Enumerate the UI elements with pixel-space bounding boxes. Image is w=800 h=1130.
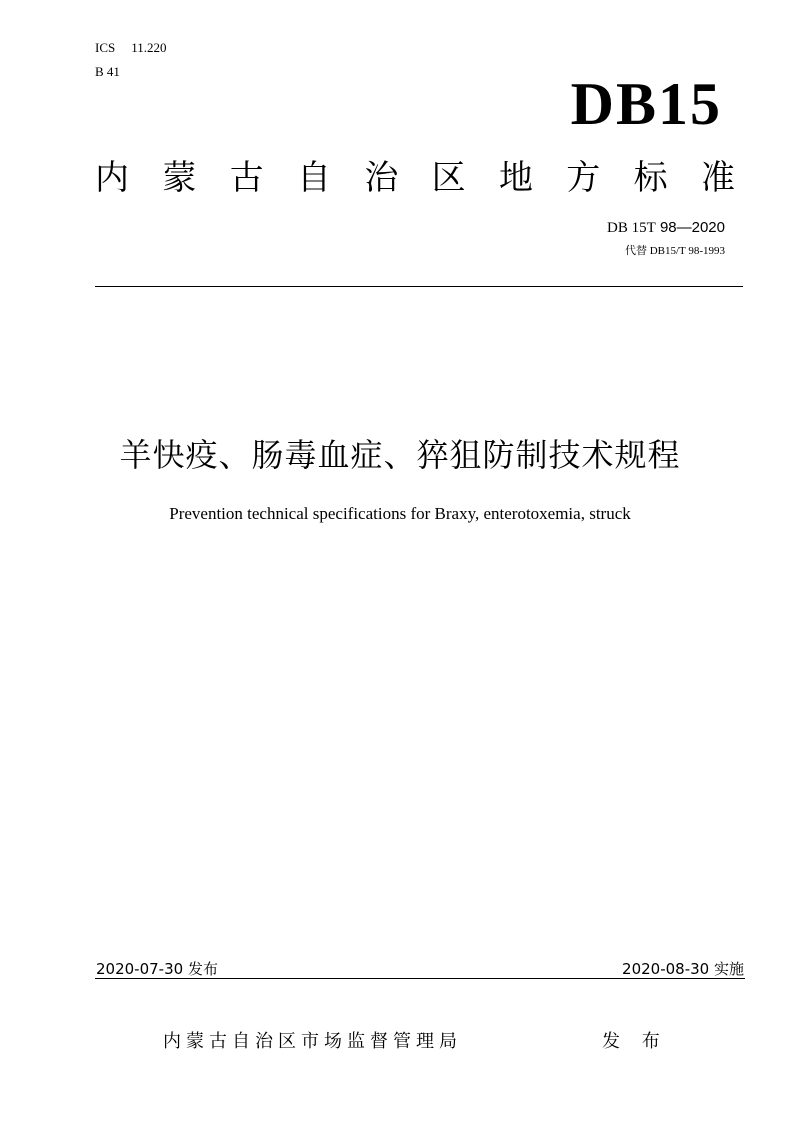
standard-type-char: 内: [95, 158, 129, 198]
db-standard-mark: DB15: [570, 71, 722, 137]
issue-date: 2020-07-30 发布: [96, 960, 218, 978]
footer-divider: [95, 978, 745, 979]
header-divider: [95, 286, 743, 287]
standard-type-char: 地: [498, 158, 533, 198]
ccs-classification: [95, 64, 120, 80]
publisher-name: 内蒙古自治区市场监督管理局: [163, 1031, 462, 1052]
standard-type-heading: [95, 158, 735, 198]
standard-type-char: 标: [633, 158, 668, 198]
replaces-note: 代替 DB15/T 98-1993: [624, 245, 725, 257]
standard-number-value: 98—2020: [659, 219, 725, 236]
publish-label: 发 布: [602, 1031, 668, 1052]
standard-type-char: 古: [229, 158, 264, 198]
document-title-english: Prevention technical specifications for Braxy, enterotoxemia, struck: [169, 504, 631, 523]
document-title-chinese: 羊快疫、肠毒血症、猝狙防制技术规程: [119, 436, 681, 474]
standard-type-char: 区: [431, 158, 466, 198]
ccs-code: B 41: [95, 64, 120, 79]
ics-classification: [95, 40, 167, 56]
standard-type-char: 蒙: [162, 158, 197, 198]
standard-type-char: 治: [364, 158, 399, 198]
standard-type-char: 方: [566, 158, 601, 198]
standard-number: [607, 219, 725, 237]
standard-number-prefix: DB 15T: [607, 220, 656, 236]
implementation-date: 2020-08-30 实施: [622, 960, 744, 978]
standard-type-char: 准: [700, 158, 735, 198]
standard-type-char: 自: [296, 158, 331, 198]
ics-code: 11.220: [131, 40, 167, 55]
ics-label: ICS: [95, 40, 116, 55]
